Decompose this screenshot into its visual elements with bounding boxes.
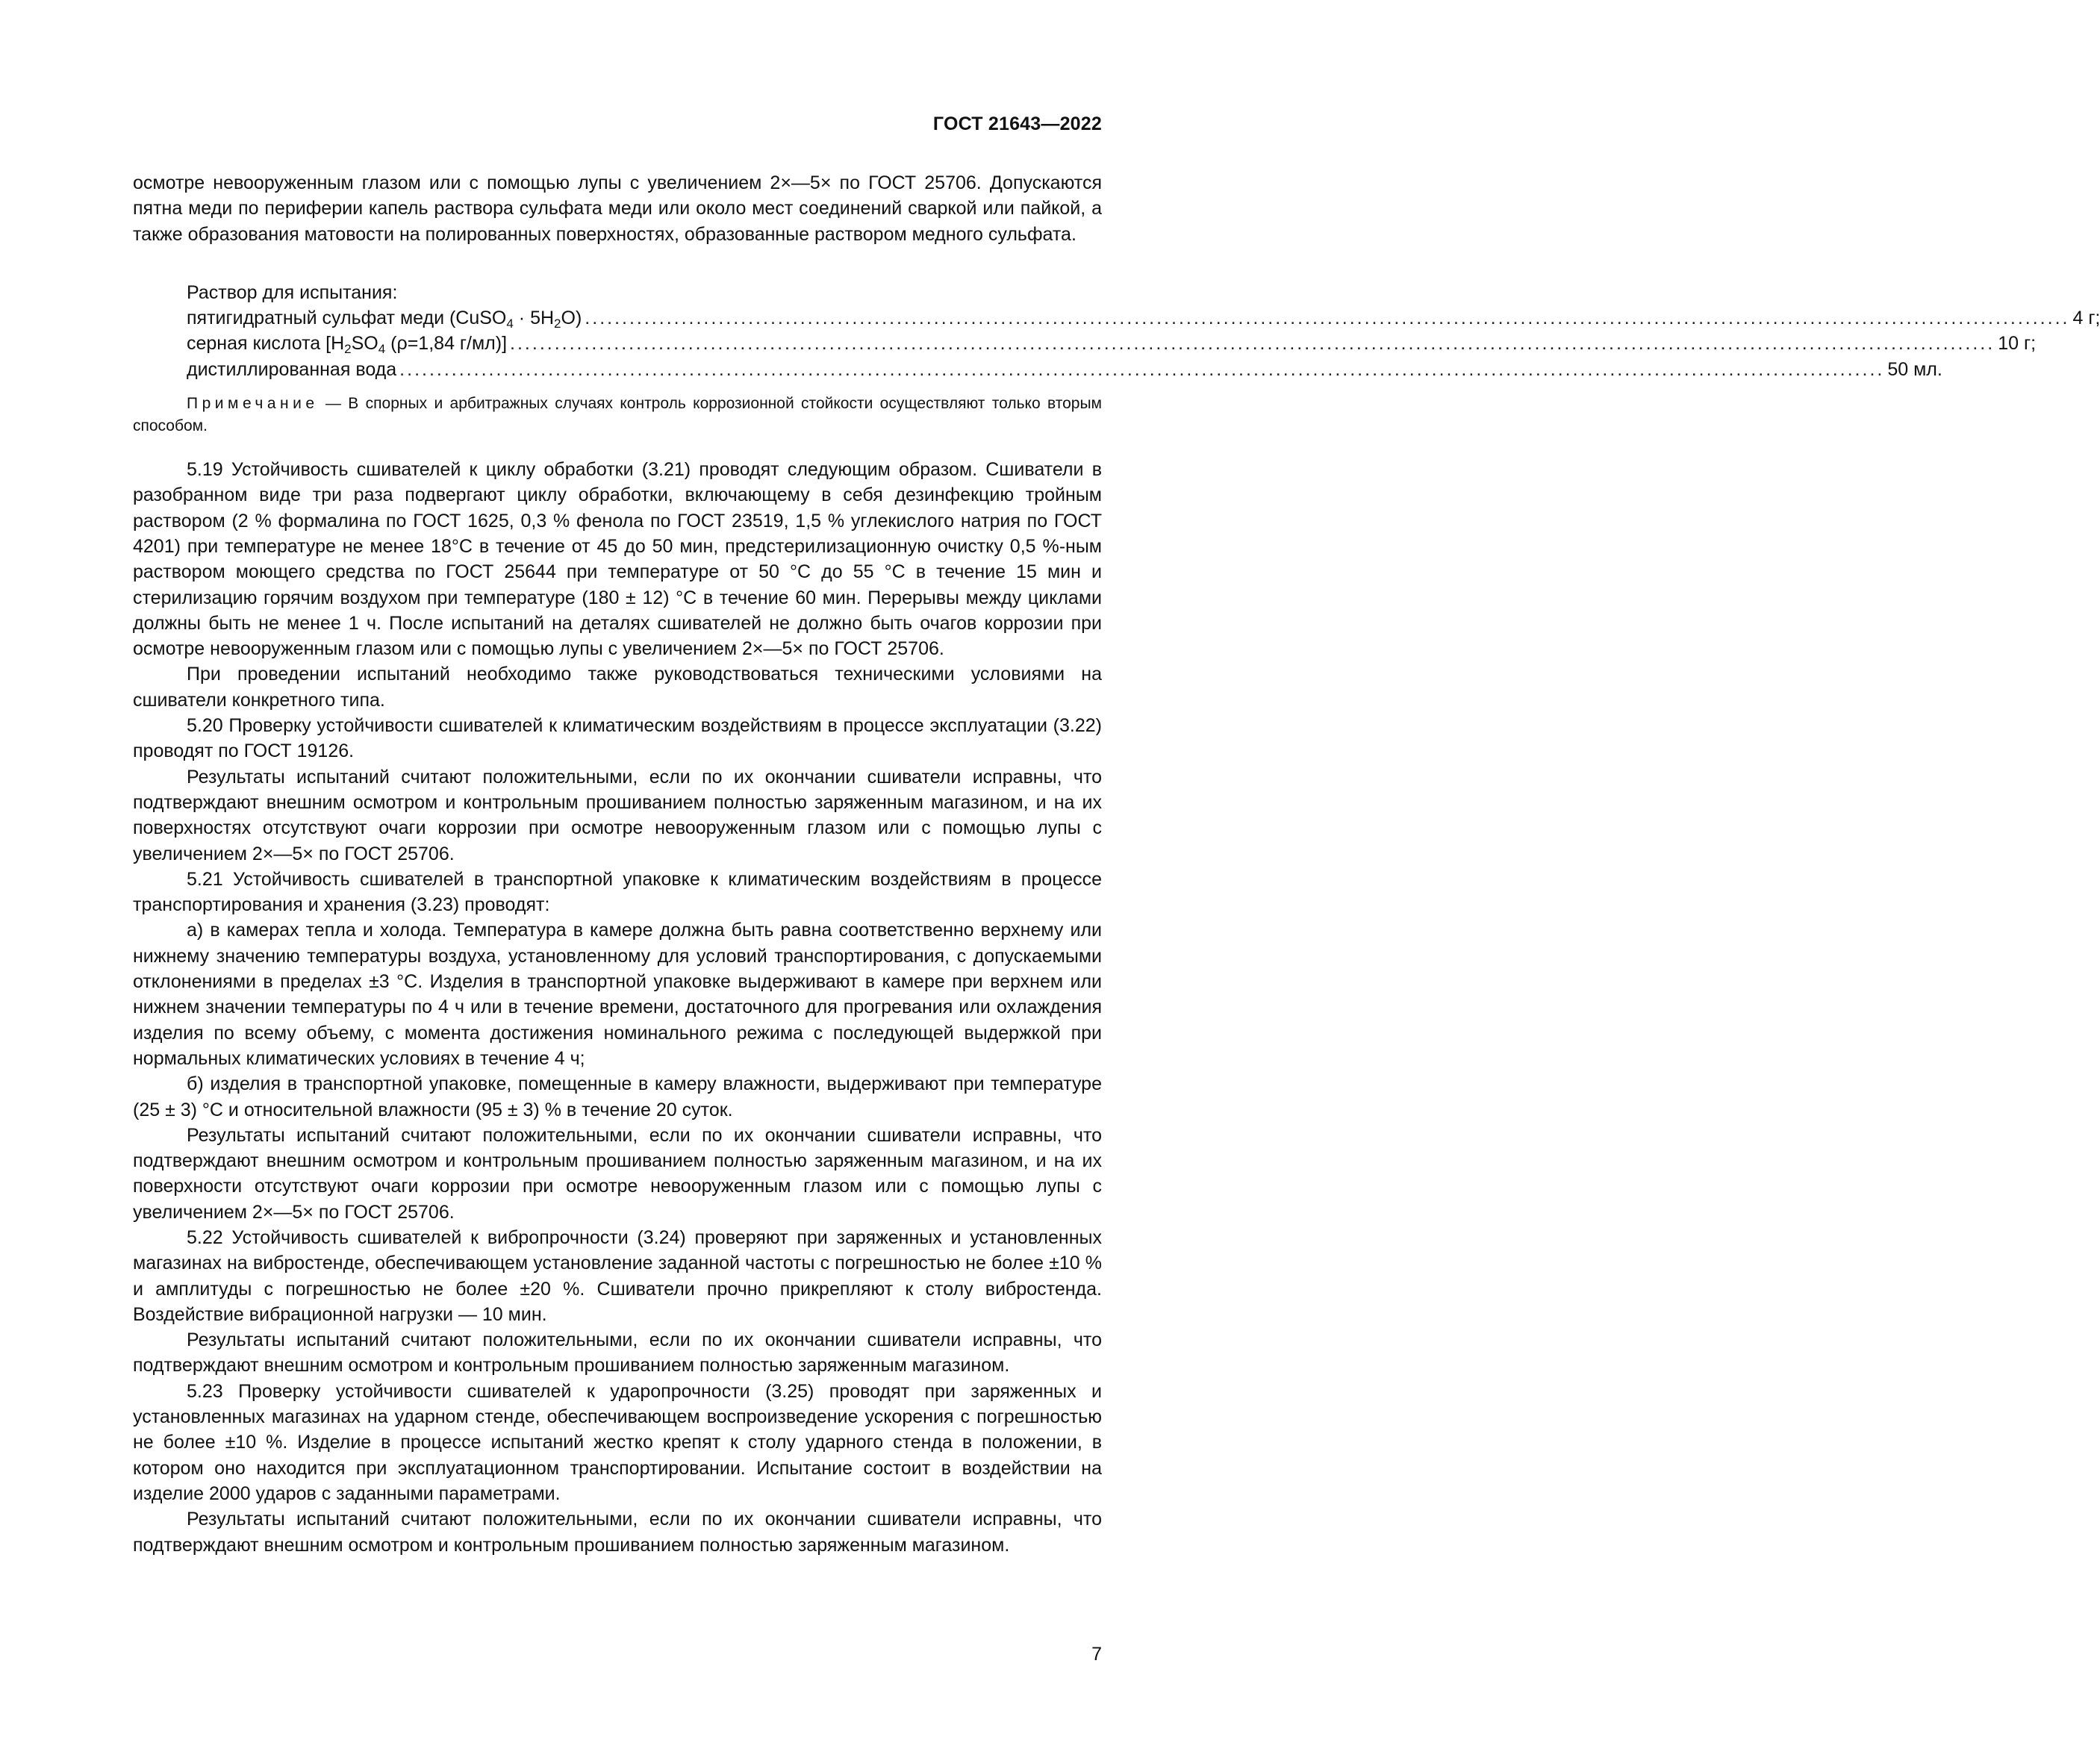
solution-row [187, 331, 2037, 357]
solution-row-value: 50 мл. [1887, 358, 1942, 380]
note-text: — В спорных и арбитражных случаях контроль коррозионной стойкости осуществляют только вторым способом. [133, 395, 1102, 435]
body-paragraph: При проведении испытаний необходимо также руководствоваться техническими условиями на сшиватели конкретного типа. [133, 664, 1102, 711]
solution-row [187, 357, 1942, 382]
list-item-b: б) изделия в транспортной упаковке, помещенные в камеру влажности, выдерживают при температуре (25 ± 3) °С и относительной влажности (95 ± 3) % в течение 20 суток. [133, 1073, 1102, 1120]
page-number: 7 [1091, 1644, 1102, 1665]
section-5-21: 5.21 Устойчивость сшивателей в транспортной упаковке к климатическим воздействиям в процессе транспортирования и хранения (3.23) проводят: [133, 868, 1102, 916]
section-5-19: 5.19 Устойчивость сшивателей к циклу обработки (3.21) проводят следующим образом. Сшиватели в разобранном виде три раза подвергают циклу обработки, включающему в себя дезинфекцию тройным раствором (2 % формалина по ГОСТ 1625, 0,3 % фенола по ГОСТ 23519, 1,5 % углекислого натрия по ГОСТ 4201) при температуре не менее 18°С в течение от 45 до 50 мин, предстерилизационную очистку 0,5 %-ным раствором моющего средства по ГОСТ 25644 при температуре от 50 °С до 55 °С в течение 15 мин и стерилизацию горячим воздухом при температуре (180 ± 12) °С в течение 60 мин. Перерывы между циклами должны быть не менее 1 ч. После испытаний на деталях сшивателей не должно быть очагов коррозии при осмотре невооруженным глазом или с помощью лупы с увеличением 2×—5× по ГОСТ 25706. [133, 459, 1102, 660]
list-item-a: а) в камерах тепла и холода. Температура в камере должна быть равна соответственно верхнему или нижнему значению температуры воздуха, установленному для условий транспортирования, с допускаемыми отклонениями в пределах ±3 °С. Изделия в транспортной упаковке выдерживают в камере при верхнем или нижнем значении температуры по 4 ч или в течение времени, достаточного для прогревания или охлаждения изделия по всему объему, с момента достижения номинального режима с последующей выдержкой при нормальных климатических условиях в течение 4 ч; [133, 920, 1102, 1069]
document-header [933, 113, 1102, 135]
leader-dots: ........................................................................................................................................................................................................ [399, 358, 1885, 380]
note [133, 393, 1102, 437]
note-label: Примечание [187, 395, 319, 413]
test-solution-list [133, 280, 2100, 382]
section-5-20: 5.20 Проверку устойчивости сшивателей к климатическим воздействиям в процессе эксплуатации (3.22) проводят по ГОСТ 19126. [133, 715, 1102, 762]
solution-row-label: серная кислота [$H_2SO_4$ (ρ=1,84 г/мл)] [187, 333, 508, 357]
body-paragraph: Результаты испытаний считают положительными, если по их окончании сшиватели исправны, что подтверждают внешним осмотром и контрольным прошиванием полностью заряженным магазином, и на их поверхности отсутствуют очаги коррозии при осмотре невооруженным глазом или с помощью лупы с увеличением 2×—5× по ГОСТ 25706. [133, 1124, 1102, 1223]
solution-row-value: 10 г; [1998, 333, 2037, 355]
solution-row-label: дистиллированная вода [187, 358, 397, 380]
body-paragraph: Результаты испытаний считают положительными, если по их окончании сшиватели исправны, что подтверждают внешним осмотром и контрольным прошиванием полностью заряженным магазином. [133, 1509, 1102, 1556]
solution-title: Раствор для испытания: [187, 281, 398, 303]
body-paragraph: Результаты испытаний считают положительными, если по их окончании сшиватели исправны, что подтверждают внешним осмотром и контрольным прошиванием полностью заряженным магазином. [133, 1329, 1102, 1376]
document-body [133, 170, 2100, 1558]
solution-row-label: пятигидратный сульфат меди (CuSO$_4$ · $5H_2O$) [187, 308, 582, 331]
leader-dots: ........................................................................................................................................................................................................ [510, 333, 1995, 355]
intro-paragraph: осмотре невооруженным глазом или с помощью лупы с увеличением 2×—5× по ГОСТ 25706. Допускаются пятна меди по периферии капель раствора сульфата меди или около мест соединений сваркой или пайкой, а также образования матовости на полированных поверхностях, образованные раствором медного сульфата. [133, 172, 1102, 245]
solution-row-value: 4 г; [2072, 308, 2100, 329]
section-5-22: 5.22 Устойчивость сшивателей к вибропрочности (3.24) проверяют при заряженных и установленных магазинах на вибростенде, обеспечивающем установление заданной частоты с погрешностью не более ±10 % и амплитуды с погрешностью не более ±20 %. Сшиватели прочно прикрепляют к столу вибростенда. Воздействие вибрационной нагрузки — 10 мин. [133, 1226, 1102, 1325]
document-code: ГОСТ 21643—2022 [932, 113, 1102, 134]
solution-row [187, 305, 2100, 331]
leader-dots: ........................................................................................................................................................................................................ [585, 308, 2070, 329]
section-5-23: 5.23 Проверку устойчивости сшивателей к ударопрочности (3.25) проводят при заряженных и установленных магазинах на ударном стенде, обеспечивающем воспроизведение ускорения с погрешностью не более ±10 %. Изделие в процессе испытаний жестко крепят к столу ударного стенда в положении, в котором оно находится при эксплуатационном транспортировании. Испытание состоит в воздействии на изделие 2000 ударов с заданными параметрами. [133, 1380, 1102, 1504]
body-paragraph: Результаты испытаний считают положительными, если по их окончании сшиватели исправны, что подтверждают внешним осмотром и контрольным прошиванием полностью заряженным магазином, и на их поверхностях отсутствуют очаги коррозии при осмотре невооруженным глазом или с помощью лупы с увеличением 2×—5× по ГОСТ 25706. [133, 766, 1102, 864]
